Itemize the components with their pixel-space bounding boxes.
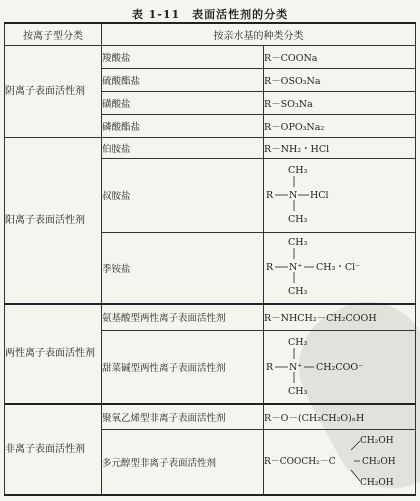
- type-cell: 聚氧乙烯型非离子表面活性剂: [102, 404, 264, 429]
- classification-table: [4, 22, 416, 496]
- chloride: CH₃・Cl⁻: [316, 262, 361, 274]
- nitrogen: N: [289, 189, 298, 201]
- formula-cell: R－NH₂・HCl: [264, 138, 416, 159]
- formula-cell: R－COONa: [264, 46, 416, 69]
- type-cell: 磺酸盐: [102, 92, 264, 115]
- nitrogen-cation: N⁺: [289, 262, 303, 274]
- tertiary-amine-structure: [264, 159, 416, 232]
- category-anionic: 阴离子表面活性剂: [5, 46, 102, 138]
- type-cell: 硫酸酯盐: [102, 69, 264, 92]
- type-cell: 氨基酸型两性离子表面活性剂: [102, 304, 264, 331]
- quaternary-ammonium-diagram: [264, 234, 404, 298]
- carboxylate-tail: CH₂COO⁻: [316, 361, 364, 373]
- nitrogen-cation: N⁺: [289, 361, 303, 373]
- table-row: [5, 46, 416, 69]
- header-row: [5, 23, 416, 46]
- hydroxymethyl-top: CH₂OH: [360, 435, 394, 446]
- betaine-structure: [264, 331, 416, 405]
- header-ion-type: 按离子型分类: [5, 23, 102, 46]
- formula-cell: R－OSO₃Na: [264, 69, 416, 92]
- methyl-bottom: CH₃: [288, 286, 308, 298]
- formula-cell: R－OPO₃Na₂: [264, 115, 416, 138]
- type-cell: 伯胺盐: [102, 138, 264, 159]
- table-row: [5, 304, 416, 331]
- methyl-bottom: CH₃: [288, 213, 308, 225]
- methyl-top: CH₃: [288, 336, 308, 348]
- formula-cell: R－SO₃Na: [264, 92, 416, 115]
- category-nonionic: 非离子表面活性剂: [5, 404, 102, 495]
- r-group: R: [266, 262, 274, 274]
- tertiary-amine-diagram: [264, 161, 404, 227]
- category-cationic: 阳离子表面活性剂: [5, 138, 102, 304]
- hcl: HCl: [310, 189, 329, 201]
- type-cell: 叔胺盐: [102, 159, 264, 232]
- formula-cell: R－NHCH₂－CH₂COOH: [264, 304, 416, 331]
- type-cell: 多元醇型非离子表面活性剂: [102, 430, 264, 495]
- type-cell: 羧酸盐: [102, 46, 264, 69]
- polyol-structure: [264, 430, 416, 495]
- type-cell: 甜菜碱型两性离子表面活性剂: [102, 331, 264, 405]
- table-row: [5, 404, 416, 429]
- type-cell: 磷酸酯盐: [102, 115, 264, 138]
- category-amphoteric: 两性离子表面活性剂: [5, 304, 102, 405]
- r-group: R: [266, 361, 274, 373]
- methyl-bottom: CH₃: [288, 385, 308, 397]
- methyl-top: CH₃: [288, 237, 308, 249]
- ester-chain: R－COOCH₂－C: [264, 456, 336, 467]
- methyl-top: CH₃: [288, 164, 308, 176]
- r-group: R: [266, 189, 274, 201]
- hydroxymethyl-middle: CH₂OH: [362, 456, 396, 467]
- hydroxymethyl-bottom: CH₂OH: [360, 477, 394, 488]
- formula-cell: R－O－(CH₂CH₂O)ₙH: [264, 404, 416, 429]
- header-hydrophile-type: 按亲水基的种类分类: [102, 23, 416, 46]
- polyol-diagram: [264, 432, 412, 490]
- type-cell: 季铵盐: [102, 232, 264, 304]
- betaine-diagram: [264, 333, 404, 399]
- table-row: [5, 138, 416, 159]
- quaternary-ammonium-structure: [264, 232, 416, 304]
- table-title: 表 1-11 表面活性剂的分类: [131, 8, 289, 21]
